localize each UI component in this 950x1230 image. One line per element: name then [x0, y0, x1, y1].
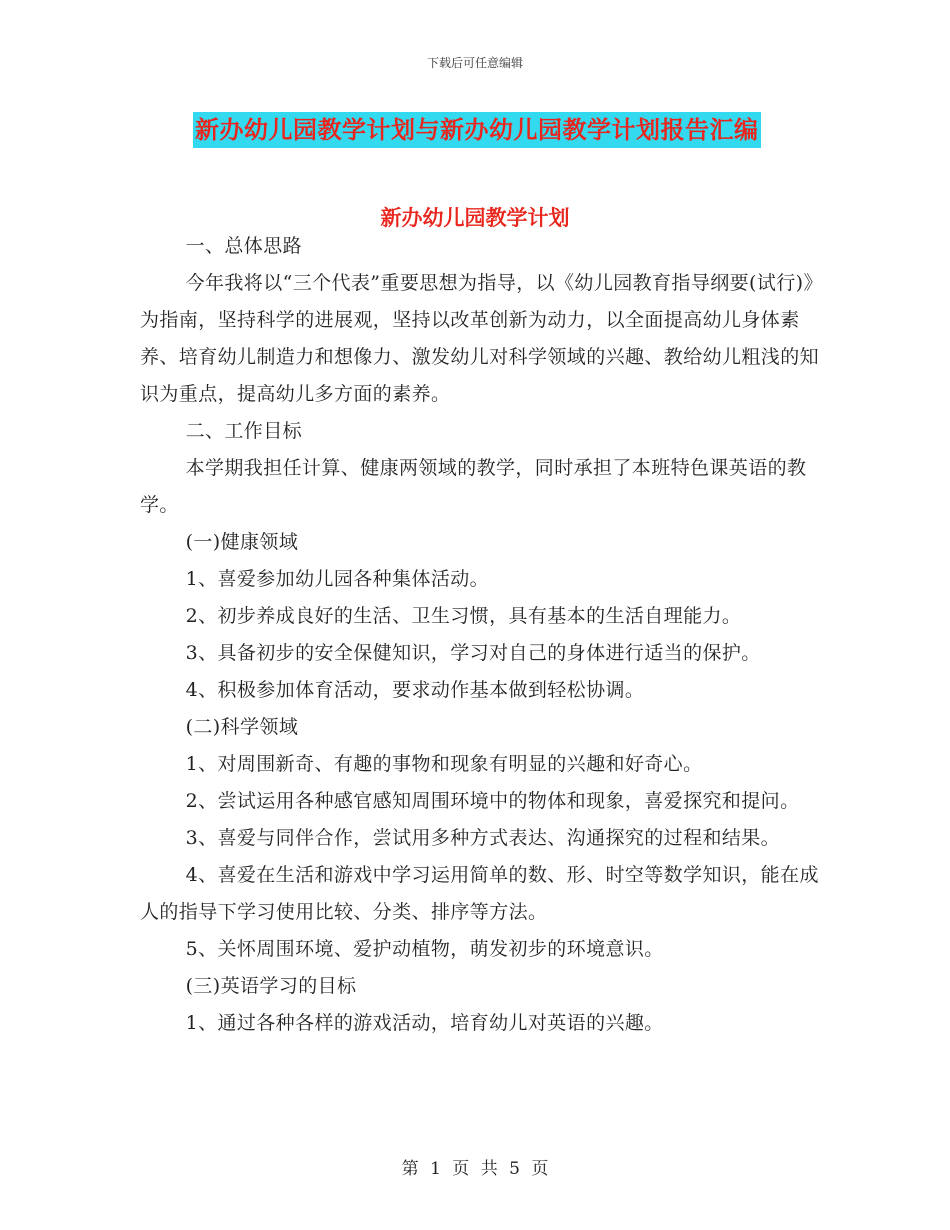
paragraph-teaching-duties: 本学期我担任计算、健康两领域的教学，同时承担了本班特色课英语的教学。	[140, 457, 807, 516]
heading-work-goals: 二、工作目标	[185, 420, 302, 442]
list-item: 3、具备初步的安全保健知识，学习对自己的身体进行适当的保护。	[185, 642, 761, 664]
document-body	[140, 228, 830, 1042]
document-title: 新办幼儿园教学计划与新办幼儿园教学计划报告汇编	[193, 112, 761, 148]
section-title: 新办幼儿园教学计划	[380, 206, 570, 230]
list-item: 4、积极参加体育活动，要求动作基本做到轻松协调。	[185, 679, 645, 701]
heading-science-domain: (二)科学领域	[185, 716, 299, 738]
list-item: 1、通过各种各样的游戏活动，培育幼儿对英语的兴趣。	[185, 1012, 664, 1034]
list-item: 5、关怀周围环境、爱护动植物，萌发初步的环境意识。	[185, 938, 664, 960]
heading-overall-approach: 一、总体思路	[185, 235, 302, 257]
paragraph-guiding-ideology: 今年我将以“三个代表”重要思想为指导，以《幼儿园教育指导纲要(试行)》为指南，坚持科学的进展观，坚持以改革创新为动力，以全面提高幼儿身体素养、培育幼儿制造力和想像力、激发幼儿对科学领域的兴趣、教给幼儿粗浅的知识为重点，提高幼儿多方面的素养。	[140, 272, 823, 405]
list-item: 2、初步养成良好的生活、卫生习惯，具有基本的生活自理能力。	[185, 605, 742, 627]
heading-english-goals: (三)英语学习的目标	[185, 975, 357, 997]
heading-health-domain: (一)健康领域	[185, 531, 299, 553]
list-item: 1、对周围新奇、有趣的事物和现象有明显的兴趣和好奇心。	[185, 753, 703, 775]
header-note: 下载后可任意编辑	[426, 56, 523, 70]
list-item: 3、喜爱与同伴合作，尝试用多种方式表达、沟通探究的过程和结果。	[185, 827, 781, 849]
list-item: 4、喜爱在生活和游戏中学习运用简单的数、形、时空等数学知识，能在成人的指导下学习使用比较、分类、排序等方法。	[140, 864, 819, 923]
list-item: 1、喜爱参加幼儿园各种集体活动。	[185, 568, 490, 590]
page-footer: 第 1 页 共 5 页	[401, 1159, 549, 1179]
list-item: 2、尝试运用各种感官感知周围环境中的物体和现象，喜爱探究和提问。	[185, 790, 800, 812]
